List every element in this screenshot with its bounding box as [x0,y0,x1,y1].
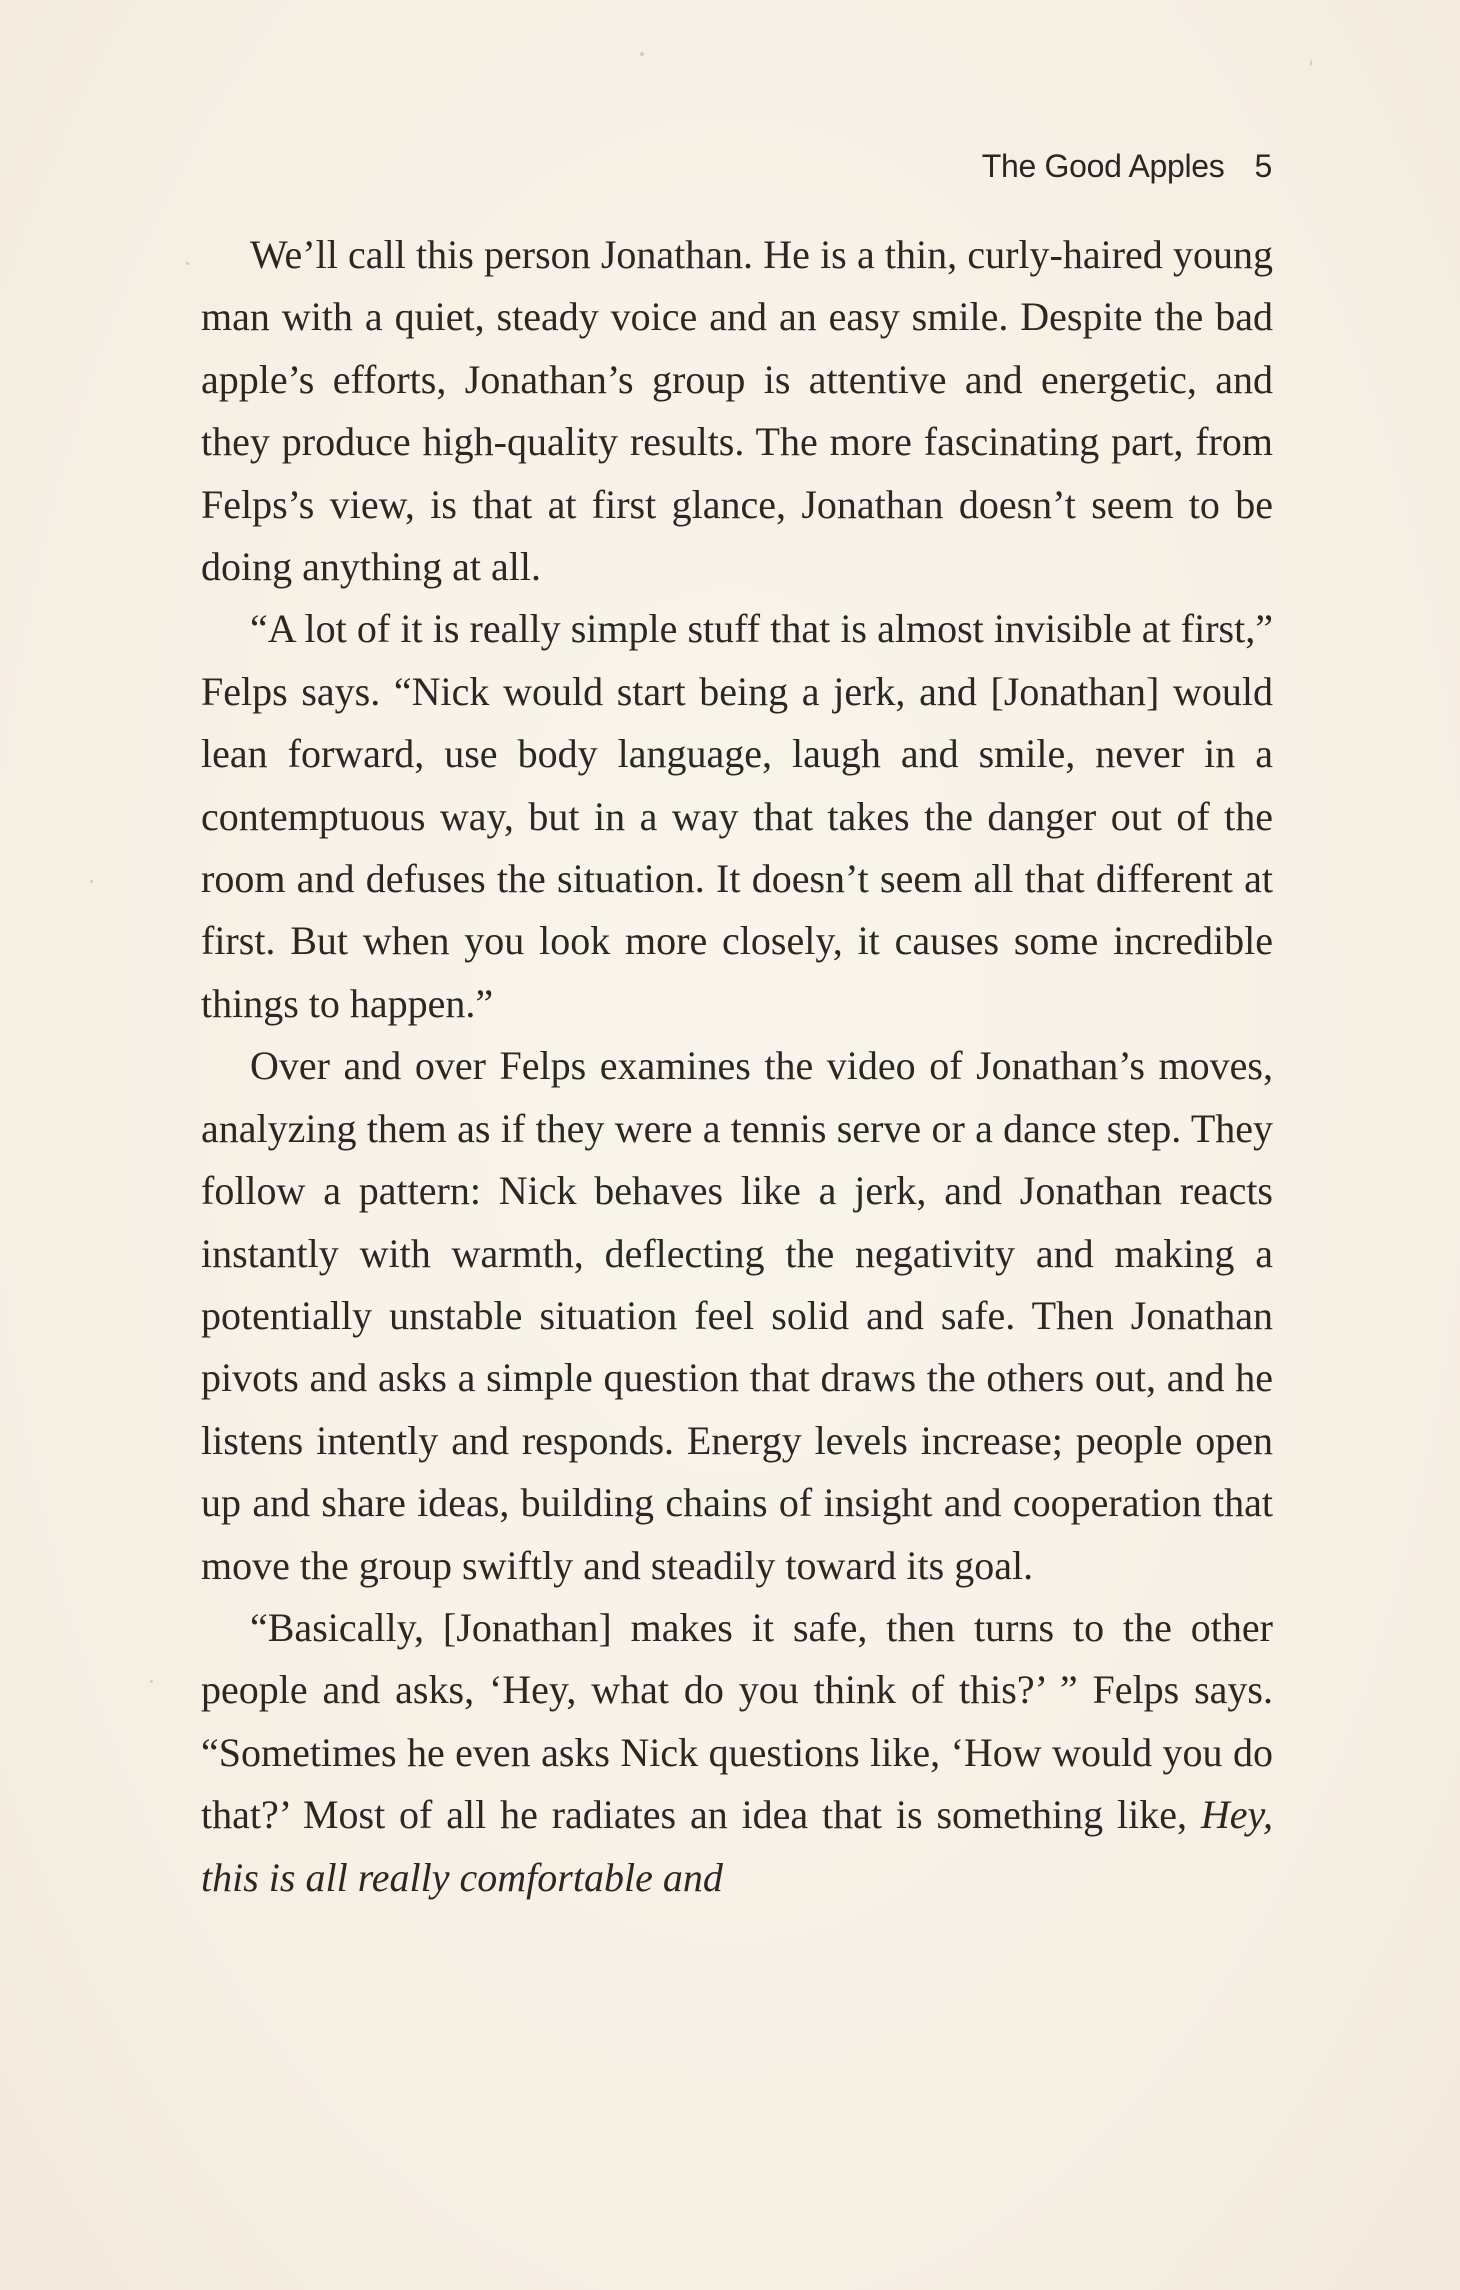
paragraph-3: Over and over Felps examines the video of Jonathan’s moves, analyzing them as if they were a tennis serve or a dance step. They follow a pattern: Nick behaves like a jerk, and Jonathan reacts instantly with warmth, deflecting the negativity and making a potentially unstable situation feel solid and safe. Then Jonathan pivots and asks a simple question that draws the others out, and he listens intently and responds. Energy levels increase; people open up and share ideas, building chains of insight and cooperation that move the group swiftly and steadily toward its goal. [201,1043,1273,1588]
paper-speck [1310,60,1312,66]
paragraph-4-text: “Basically, [Jonathan] makes it safe, then turns to the other people and asks, ‘Hey, what do you think of this?’ ” Felps says. “Sometimes he even asks Nick questions like, ‘How would you do that?’ Most of all he radiates an idea that is something like, [201,1604,1273,1838]
paper-speck [90,880,93,883]
paragraph-2: “A lot of it is really simple stuff that is almost invisible at first,” Felps says. “Nick would start being a jerk, and [Jonathan] would lean forward, use body language, laugh and smile, never in a contemptuous way, but in a way that takes the danger out of the room and defuses the situation. It doesn’t seem all that different at first. But when you look more closely, it causes some incredible things to happen.” [201,606,1273,1026]
page-number: 5 [1254,148,1272,184]
body-text [201,224,1273,1909]
paper-speck [150,1680,153,1683]
paragraph-1: We’ll call this person Jonathan. He is a thin, curly-haired young man with a quiet, steady voice and an easy smile. Despite the bad apple’s efforts, Jonathan’s group is attentive and energetic, and they produce high-quality results. The more fascinating part, from Felps’s view, is that at first glance, Jonathan doesn’t seem to be doing anything at all. [201,232,1273,590]
running-title: The Good Apples [981,148,1225,184]
paper-speck [186,262,189,265]
paragraph-4-italic: Hey, this is all really comfortable and [201,1792,1274,1900]
running-header [982,148,1272,185]
paragraph-4 [201,1597,1273,1909]
paper-speck [640,52,644,56]
